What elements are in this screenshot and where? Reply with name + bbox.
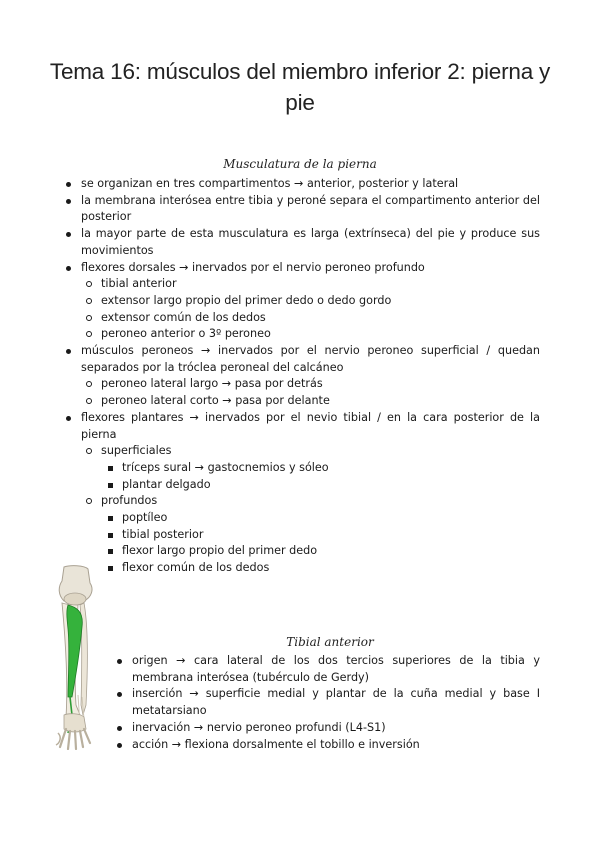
- list-subitem: profundos poptíleo tibial posterior flexor largo propio del primer dedo flexor común de los dedos: [81, 493, 540, 577]
- list-item: acción → flexiona dorsalmente el tobillo e inversión: [113, 737, 540, 754]
- page-title: Tema 16: músculos del miembro inferior 2: pierna y pie: [49, 59, 551, 115]
- list-item: origen → cara lateral de los dos tercios superiores de la tibia y membrana interósea (tubérculo de Gerdy): [113, 653, 540, 686]
- list-subsubitem: flexor común de los dedos: [101, 560, 540, 577]
- list-subitem: peroneo lateral corto → pasa por delante: [81, 393, 540, 410]
- list-subsubitem: tibial posterior: [101, 527, 540, 544]
- list-subitem: peroneo anterior o 3º peroneo: [81, 326, 540, 343]
- list-subitem: extensor común de los dedos: [81, 310, 540, 327]
- section-heading-tibial-anterior: Tibial anterior: [286, 635, 374, 649]
- list-item: flexores dorsales → inervados por el nervio peroneo profundo tibial anterior extensor largo propio del primer dedo o dedo gordo extensor común de los dedos peroneo anterior o 3º peroneo: [62, 260, 540, 344]
- leg-anatomy-illustration: [50, 565, 120, 750]
- list-item: inervación → nervio peroneo profundi (L4-S1): [113, 720, 540, 737]
- tibial-anterior-list: [113, 653, 540, 753]
- list-item: músculos peroneos → inervados por el nervio peroneo superficial / quedan separados por la tróclea peroneal del calcáneo peroneo lateral largo → pasa por detrás peroneo lateral corto → pasa por delante: [62, 343, 540, 410]
- list-subitem: peroneo lateral largo → pasa por detrás: [81, 376, 540, 393]
- list-subsubitem: flexor largo propio del primer dedo: [101, 543, 540, 560]
- section-heading-leg-muscles: Musculatura de la pierna: [223, 157, 377, 171]
- list-subitem: extensor largo propio del primer dedo o dedo gordo: [81, 293, 540, 310]
- list-subsubitem: plantar delgado: [101, 477, 540, 494]
- list-subitem: superficiales tríceps sural → gastocnemios y sóleo plantar delgado: [81, 443, 540, 493]
- list-item: la mayor parte de esta musculatura es larga (extrínseca) del pie y produce sus movimientos: [62, 226, 540, 259]
- list-subsubitem: tríceps sural → gastocnemios y sóleo: [101, 460, 540, 477]
- leg-muscles-list: [62, 176, 540, 577]
- list-item: flexores plantares → inervados por el nevio tibial / en la cara posterior de la pierna superficiales tríceps sural → gastocnemios y sóleo plantar delgado profundos poptíleo tibial posterior flexor largo propio del primer dedo flexor común de los dedos: [62, 410, 540, 577]
- list-subsubitem: poptíleo: [101, 510, 540, 527]
- list-subitem: tibial anterior: [81, 276, 540, 293]
- list-item: se organizan en tres compartimentos → anterior, posterior y lateral: [62, 176, 540, 193]
- list-item: la membrana interósea entre tibia y peroné separa el compartimento anterior del posterior: [62, 193, 540, 226]
- list-item: inserción → superficie medial y plantar de la cuña medial y base I metatarsiano: [113, 686, 540, 719]
